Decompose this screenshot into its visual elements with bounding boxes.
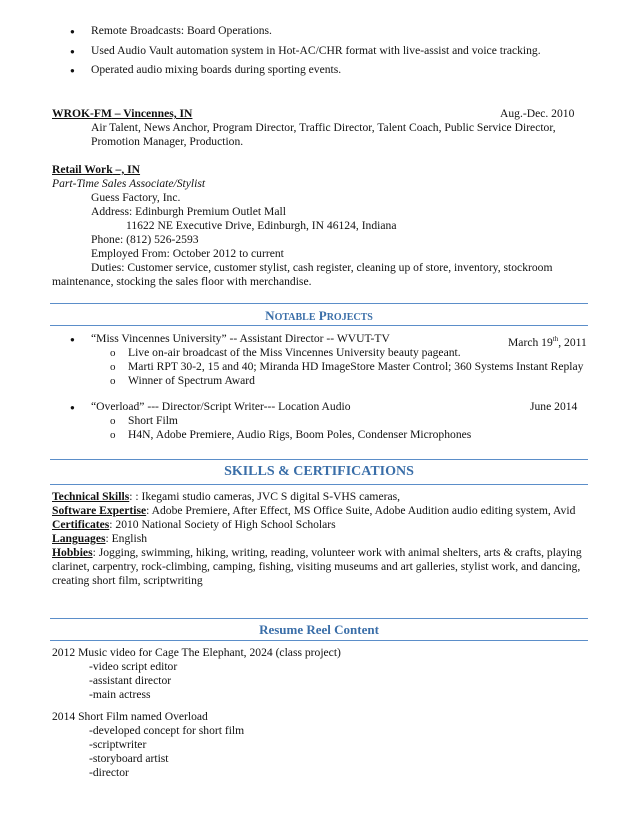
project-1-date (508, 332, 587, 350)
heading-small-caps: ROJECTS (326, 312, 373, 323)
radio-bullet-2: Used Audio Vault automation system in Hot-AC/CHR format with live-assist and voice tracking. (91, 44, 541, 57)
section-divider (50, 640, 588, 641)
certificates-line (52, 518, 336, 532)
hobbies-text: : Jogging, swimming, hiking, writing, reading, volunteer work with animal shelters, arts & crafts, playing (92, 546, 582, 559)
circle-bullet-icon: o (110, 347, 116, 359)
reel-entry-2-item: -scriptwriter (89, 738, 147, 751)
section-divider (50, 484, 588, 485)
section-divider (50, 618, 588, 619)
radio-bullet-1: Remote Broadcasts: Board Operations. (91, 24, 272, 37)
bullet-icon: ● (70, 335, 75, 344)
reel-entry-2-item: -storyboard artist (89, 752, 169, 765)
retail-heading (52, 163, 140, 177)
bullet-icon: ● (70, 27, 75, 36)
software-text: : Adobe Premiere, After Effect, MS Office Suite, Adobe Audition audio editing system, Avid (146, 504, 576, 517)
software-label: Software Expertise (52, 504, 147, 517)
section-divider (50, 459, 588, 460)
heading-letter: P (318, 308, 327, 323)
wrok-desc-1: Air Talent, News Anchor, Program Director, Traffic Director, Talent Coach, Public Service Director, (91, 121, 556, 134)
project-1-item: Winner of Spectrum Award (128, 374, 255, 387)
project-1-date-sup: th (552, 335, 559, 343)
wrok-title: WROK-FM (52, 107, 112, 120)
bullet-icon: ● (70, 403, 75, 412)
project-1-date-main: March 19 (508, 335, 553, 349)
technical-skills-text: : : Ikegami studio cameras, JVC S digital S-VHS cameras, (129, 490, 401, 503)
retail-duties-2: maintenance, stocking the sales floor with merchandise. (52, 275, 312, 288)
project-2-title: “Overload” --- Director/Script Writer--- Location Audio (91, 400, 351, 413)
section-divider (50, 303, 588, 304)
project-1-item: Live on-air broadcast of the Miss Vincennes University beauty pageant. (128, 346, 461, 359)
reel-entry-2-item: -director (89, 766, 129, 779)
wrok-desc-2: Promotion Manager, Production. (91, 135, 244, 148)
heading-letter: N (265, 308, 275, 323)
retail-company: Guess Factory, Inc. (91, 191, 181, 204)
project-2-item: H4N, Adobe Premiere, Audio Rigs, Boom Poles, Condenser Microphones (128, 428, 472, 441)
bullet-icon: ● (70, 66, 75, 75)
technical-skills-line (52, 490, 400, 504)
skills-heading: SKILLS & CERTIFICATIONS (224, 464, 414, 479)
project-1-title: “Miss Vincennes University” -- Assistant Director -- WVUT-TV (91, 332, 390, 345)
retail-phone: Phone: (812) 526-2593 (91, 233, 199, 246)
certificates-label: Certificates (52, 518, 110, 531)
circle-bullet-icon: o (110, 415, 116, 427)
resume-reel-heading: Resume Reel Content (259, 622, 379, 637)
project-1-date-end: , 2011 (558, 335, 587, 349)
hobbies-line-2: clarinet, carpentry, rock-climbing, camping, fishing, visiting museums and art galleries, stylist work, and dancing, (52, 560, 581, 573)
reel-entry-2-item: -developed concept for short film (89, 724, 245, 737)
retail-location: –, IN (112, 163, 141, 176)
hobbies-line-3: creating short film, scriptwriting (52, 574, 203, 587)
reel-entry-1-item: -video script editor (89, 660, 178, 673)
notable-projects-heading (50, 307, 588, 327)
reel-entry-1-item: -assistant director (89, 674, 172, 687)
retail-subtitle: Part-Time Sales Associate/Stylist (52, 177, 206, 190)
languages-text: : English (105, 532, 148, 545)
project-1-item: Marti RPT 30-2, 15 and 40; Miranda HD ImageStore Master Control; 360 Systems Instant Replay (128, 360, 584, 373)
retail-address-1: Address: Edinburgh Premium Outlet Mall (91, 205, 286, 218)
certificates-text: : 2010 National Society of High School Scholars (109, 518, 336, 531)
wrok-dates: Aug.-Dec. 2010 (500, 107, 575, 120)
section-divider (50, 325, 588, 326)
reel-entry-2-title: 2014 Short Film named Overload (52, 710, 208, 723)
languages-line (52, 532, 147, 546)
retail-employed: Employed From: October 2012 to current (91, 247, 284, 260)
bullet-icon: ● (70, 47, 75, 56)
hobbies-line (52, 546, 582, 560)
reel-entry-1-title: 2012 Music video for Cage The Elephant, 2024 (class project) (52, 646, 341, 659)
wrok-location: – Vincennes, IN (111, 107, 193, 120)
project-2-date: June 2014 (530, 400, 578, 413)
radio-bullet-3: Operated audio mixing boards during sporting events. (91, 63, 342, 76)
software-line (52, 504, 575, 518)
retail-address-2: 11622 NE Executive Drive, Edinburgh, IN 46124, Indiana (126, 219, 397, 232)
circle-bullet-icon: o (110, 361, 116, 373)
circle-bullet-icon: o (110, 375, 116, 387)
languages-label: Languages (52, 532, 106, 545)
retail-title: Retail Work (52, 163, 113, 176)
retail-duties-1: Duties: Customer service, customer stylist, cash register, cleaning up of store, inventory, stockroom (91, 261, 553, 274)
heading-small-caps: OTABLE (274, 312, 316, 323)
reel-entry-1-item: -main actress (89, 688, 151, 701)
project-2-item: Short Film (128, 414, 178, 427)
technical-skills-label: Technical Skills (52, 490, 130, 503)
hobbies-label: Hobbies (52, 546, 93, 559)
circle-bullet-icon: o (110, 429, 116, 441)
wrok-heading (52, 107, 192, 121)
